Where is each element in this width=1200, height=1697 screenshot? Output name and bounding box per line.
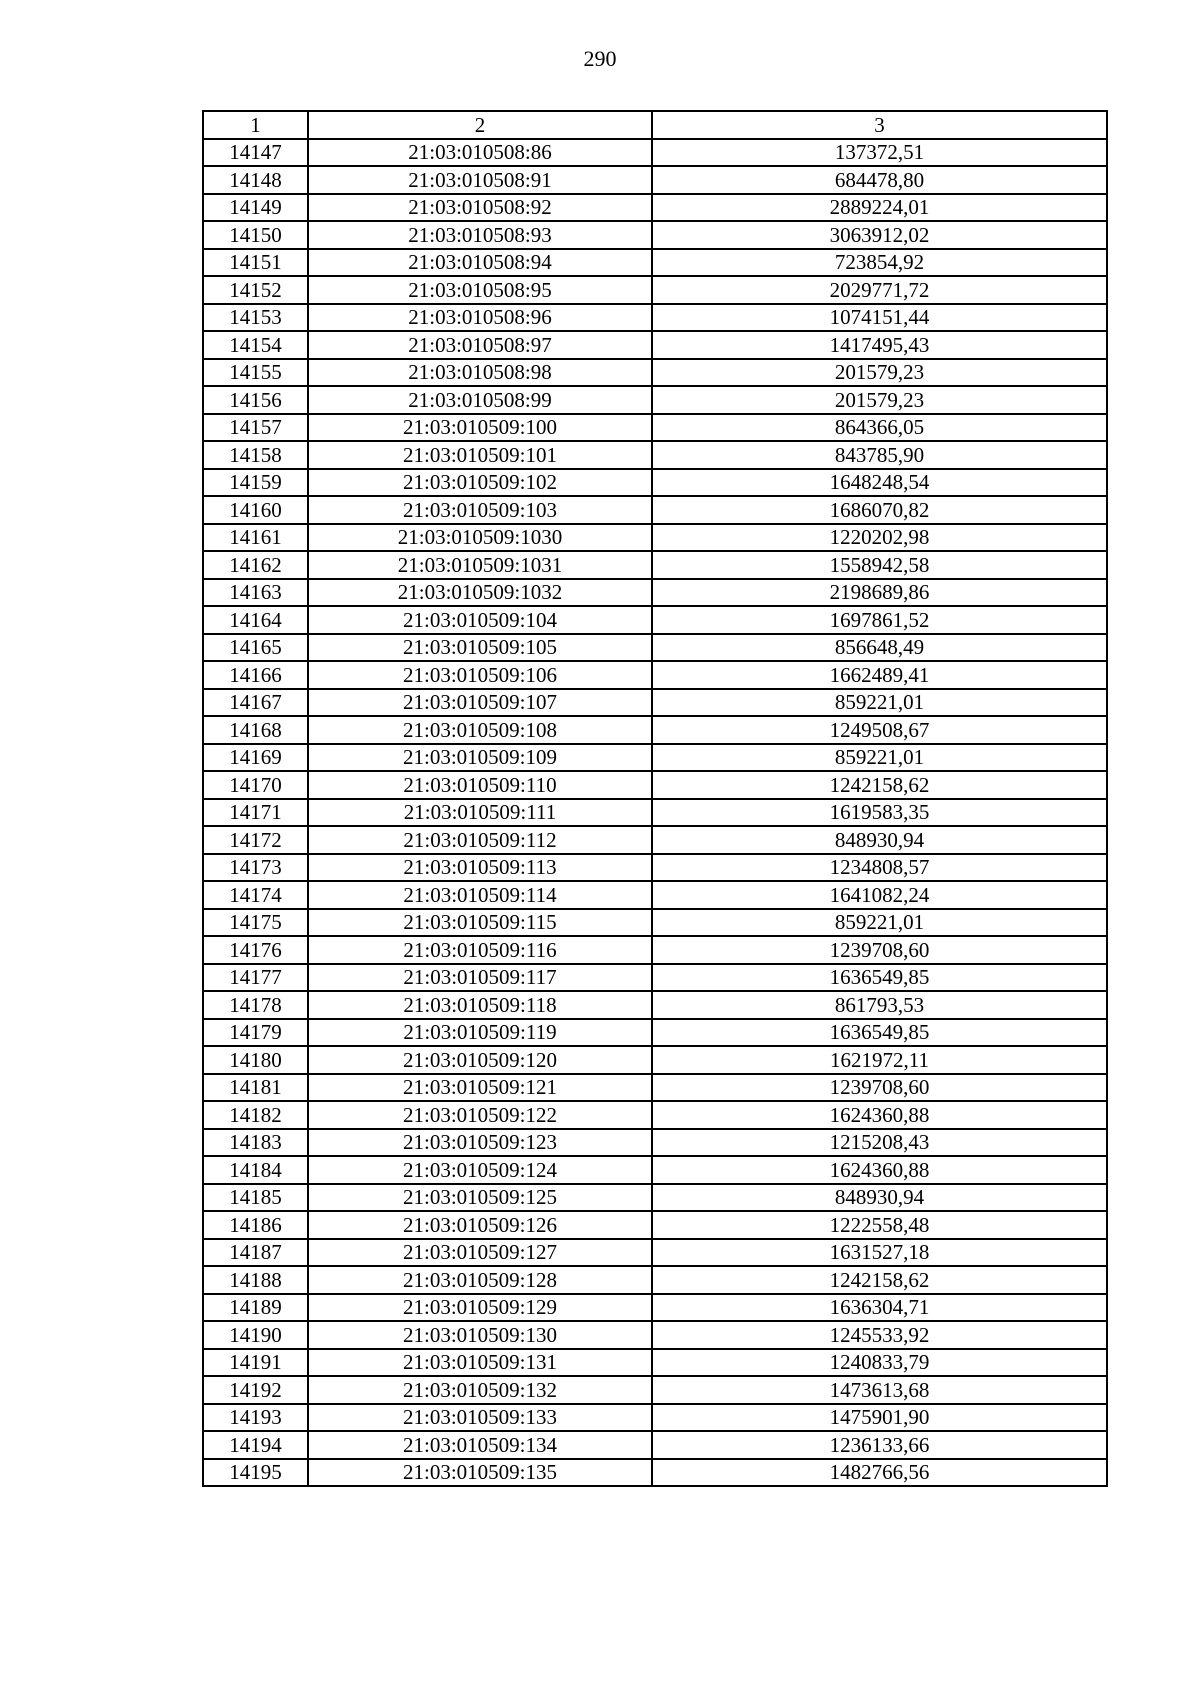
- cadastral-number-cell: 21:03:010508:96: [308, 304, 652, 332]
- table-row: [203, 826, 1107, 854]
- cadastral-number-cell: 21:03:010509:111: [308, 799, 652, 827]
- table-body: [203, 139, 1107, 1487]
- cadastral-number-cell: 21:03:010509:107: [308, 689, 652, 717]
- table-row: [203, 524, 1107, 552]
- table-row: [203, 414, 1107, 442]
- row-number-cell: 14150: [203, 221, 308, 249]
- value-cell: 1245533,92: [652, 1321, 1107, 1349]
- value-cell: 1631527,18: [652, 1239, 1107, 1267]
- row-number-cell: 14170: [203, 771, 308, 799]
- cadastral-number-cell: 21:03:010509:1032: [308, 579, 652, 607]
- value-cell: 859221,01: [652, 689, 1107, 717]
- row-number-cell: 14153: [203, 304, 308, 332]
- value-cell: 1215208,43: [652, 1129, 1107, 1157]
- row-number-cell: 14147: [203, 139, 308, 167]
- table-row: [203, 579, 1107, 607]
- table-row: [203, 771, 1107, 799]
- value-cell: 1697861,52: [652, 606, 1107, 634]
- value-cell: 2198689,86: [652, 579, 1107, 607]
- row-number-cell: 14193: [203, 1404, 308, 1432]
- cadastral-number-cell: 21:03:010509:121: [308, 1074, 652, 1102]
- cadastral-number-cell: 21:03:010508:95: [308, 276, 652, 304]
- row-number-cell: 14155: [203, 359, 308, 387]
- value-cell: 723854,92: [652, 249, 1107, 277]
- cadastral-number-cell: 21:03:010509:112: [308, 826, 652, 854]
- cadastral-number-cell: 21:03:010509:129: [308, 1294, 652, 1322]
- row-number-cell: 14151: [203, 249, 308, 277]
- column-header-2: 2: [308, 111, 652, 139]
- cadastral-number-cell: 21:03:010509:105: [308, 634, 652, 662]
- table-row: [203, 166, 1107, 194]
- table-row: [203, 936, 1107, 964]
- row-number-cell: 14157: [203, 414, 308, 442]
- cadastral-number-cell: 21:03:010509:124: [308, 1156, 652, 1184]
- table-row: [203, 991, 1107, 1019]
- row-number-cell: 14194: [203, 1431, 308, 1459]
- table-row: [203, 359, 1107, 387]
- cadastral-number-cell: 21:03:010509:108: [308, 716, 652, 744]
- cadastral-number-cell: 21:03:010509:123: [308, 1129, 652, 1157]
- row-number-cell: 14195: [203, 1459, 308, 1487]
- row-number-cell: 14183: [203, 1129, 308, 1157]
- row-number-cell: 14185: [203, 1184, 308, 1212]
- value-cell: 848930,94: [652, 1184, 1107, 1212]
- row-number-cell: 14178: [203, 991, 308, 1019]
- table-row: [203, 1321, 1107, 1349]
- table-row: [203, 1211, 1107, 1239]
- table-row: [203, 249, 1107, 277]
- value-cell: 856648,49: [652, 634, 1107, 662]
- row-number-cell: 14159: [203, 469, 308, 497]
- row-number-cell: 14189: [203, 1294, 308, 1322]
- cadastral-number-cell: 21:03:010509:100: [308, 414, 652, 442]
- value-cell: 1624360,88: [652, 1156, 1107, 1184]
- value-cell: 1621972,11: [652, 1046, 1107, 1074]
- table-row: [203, 634, 1107, 662]
- row-number-cell: 14154: [203, 331, 308, 359]
- cadastral-number-cell: 21:03:010508:93: [308, 221, 652, 249]
- value-cell: 843785,90: [652, 441, 1107, 469]
- row-number-cell: 14163: [203, 579, 308, 607]
- row-number-cell: 14158: [203, 441, 308, 469]
- cadastral-number-cell: 21:03:010509:132: [308, 1376, 652, 1404]
- cadastral-number-cell: 21:03:010508:98: [308, 359, 652, 387]
- value-cell: 137372,51: [652, 139, 1107, 167]
- row-number-cell: 14184: [203, 1156, 308, 1184]
- value-cell: 1240833,79: [652, 1349, 1107, 1377]
- cadastral-number-cell: 21:03:010508:86: [308, 139, 652, 167]
- table-row: [203, 1431, 1107, 1459]
- row-number-cell: 14167: [203, 689, 308, 717]
- row-number-cell: 14188: [203, 1266, 308, 1294]
- table-row: [203, 304, 1107, 332]
- table-row: [203, 964, 1107, 992]
- row-number-cell: 14180: [203, 1046, 308, 1074]
- table-row: [203, 139, 1107, 167]
- value-cell: 859221,01: [652, 909, 1107, 937]
- table-row: [203, 716, 1107, 744]
- table-row: [203, 909, 1107, 937]
- table-row: [203, 744, 1107, 772]
- cadastral-number-cell: 21:03:010509:122: [308, 1101, 652, 1129]
- table-row: [203, 1376, 1107, 1404]
- cadastral-number-cell: 21:03:010509:133: [308, 1404, 652, 1432]
- cadastral-number-cell: 21:03:010509:101: [308, 441, 652, 469]
- table-row: [203, 1074, 1107, 1102]
- cadastral-number-cell: 21:03:010509:102: [308, 469, 652, 497]
- row-number-cell: 14187: [203, 1239, 308, 1267]
- value-cell: 1074151,44: [652, 304, 1107, 332]
- column-header-3: 3: [652, 111, 1107, 139]
- cadastral-number-cell: 21:03:010508:99: [308, 386, 652, 414]
- table-row: [203, 1266, 1107, 1294]
- value-cell: 1242158,62: [652, 771, 1107, 799]
- column-header-1: 1: [203, 111, 308, 139]
- table-row: [203, 496, 1107, 524]
- value-cell: 848930,94: [652, 826, 1107, 854]
- row-number-cell: 14169: [203, 744, 308, 772]
- value-cell: 201579,23: [652, 359, 1107, 387]
- value-cell: 1239708,60: [652, 1074, 1107, 1102]
- table-row: [203, 799, 1107, 827]
- row-number-cell: 14156: [203, 386, 308, 414]
- data-table: [202, 110, 1108, 1487]
- cadastral-number-cell: 21:03:010509:115: [308, 909, 652, 937]
- cadastral-number-cell: 21:03:010509:130: [308, 1321, 652, 1349]
- table-row: [203, 661, 1107, 689]
- cadastral-number-cell: 21:03:010508:94: [308, 249, 652, 277]
- row-number-cell: 14160: [203, 496, 308, 524]
- value-cell: 859221,01: [652, 744, 1107, 772]
- table-row: [203, 331, 1107, 359]
- header-row: [203, 111, 1107, 139]
- row-number-cell: 14175: [203, 909, 308, 937]
- cadastral-number-cell: 21:03:010509:106: [308, 661, 652, 689]
- value-cell: 1475901,90: [652, 1404, 1107, 1432]
- cadastral-number-cell: 21:03:010508:92: [308, 194, 652, 222]
- value-cell: 201579,23: [652, 386, 1107, 414]
- table-row: [203, 1101, 1107, 1129]
- cadastral-number-cell: 21:03:010509:126: [308, 1211, 652, 1239]
- table-row: [203, 194, 1107, 222]
- cadastral-number-cell: 21:03:010509:135: [308, 1459, 652, 1487]
- table-row: [203, 1239, 1107, 1267]
- value-cell: 1641082,24: [652, 881, 1107, 909]
- cadastral-number-cell: 21:03:010509:117: [308, 964, 652, 992]
- cadastral-number-cell: 21:03:010509:125: [308, 1184, 652, 1212]
- row-number-cell: 14172: [203, 826, 308, 854]
- value-cell: 1473613,68: [652, 1376, 1107, 1404]
- row-number-cell: 14152: [203, 276, 308, 304]
- table-row: [203, 386, 1107, 414]
- value-cell: 1636304,71: [652, 1294, 1107, 1322]
- value-cell: 1239708,60: [652, 936, 1107, 964]
- cadastral-number-cell: 21:03:010509:1031: [308, 551, 652, 579]
- value-cell: 1417495,43: [652, 331, 1107, 359]
- row-number-cell: 14192: [203, 1376, 308, 1404]
- table-row: [203, 1156, 1107, 1184]
- row-number-cell: 14181: [203, 1074, 308, 1102]
- cadastral-number-cell: 21:03:010509:1030: [308, 524, 652, 552]
- row-number-cell: 14190: [203, 1321, 308, 1349]
- value-cell: 1242158,62: [652, 1266, 1107, 1294]
- row-number-cell: 14166: [203, 661, 308, 689]
- cadastral-number-cell: 21:03:010509:120: [308, 1046, 652, 1074]
- value-cell: 1236133,66: [652, 1431, 1107, 1459]
- table-row: [203, 854, 1107, 882]
- cadastral-number-cell: 21:03:010509:104: [308, 606, 652, 634]
- table-row: [203, 1046, 1107, 1074]
- value-cell: 1686070,82: [652, 496, 1107, 524]
- row-number-cell: 14174: [203, 881, 308, 909]
- value-cell: 1234808,57: [652, 854, 1107, 882]
- row-number-cell: 14164: [203, 606, 308, 634]
- cadastral-number-cell: 21:03:010509:116: [308, 936, 652, 964]
- table-row: [203, 276, 1107, 304]
- value-cell: 684478,80: [652, 166, 1107, 194]
- row-number-cell: 14177: [203, 964, 308, 992]
- table-row: [203, 1404, 1107, 1432]
- cadastral-number-cell: 21:03:010509:134: [308, 1431, 652, 1459]
- cadastral-number-cell: 21:03:010509:118: [308, 991, 652, 1019]
- cadastral-number-cell: 21:03:010509:110: [308, 771, 652, 799]
- row-number-cell: 14173: [203, 854, 308, 882]
- row-number-cell: 14161: [203, 524, 308, 552]
- value-cell: 3063912,02: [652, 221, 1107, 249]
- table-row: [203, 1349, 1107, 1377]
- table-row: [203, 1459, 1107, 1487]
- table-row: [203, 469, 1107, 497]
- value-cell: 861793,53: [652, 991, 1107, 1019]
- cadastral-number-cell: 21:03:010509:127: [308, 1239, 652, 1267]
- cadastral-number-cell: 21:03:010509:128: [308, 1266, 652, 1294]
- table-row: [203, 689, 1107, 717]
- table-header: [203, 111, 1107, 139]
- value-cell: 1619583,35: [652, 799, 1107, 827]
- row-number-cell: 14149: [203, 194, 308, 222]
- value-cell: 1222558,48: [652, 1211, 1107, 1239]
- cadastral-number-cell: 21:03:010509:131: [308, 1349, 652, 1377]
- table-row: [203, 1184, 1107, 1212]
- row-number-cell: 14165: [203, 634, 308, 662]
- row-number-cell: 14176: [203, 936, 308, 964]
- row-number-cell: 14171: [203, 799, 308, 827]
- row-number-cell: 14179: [203, 1019, 308, 1047]
- row-number-cell: 14191: [203, 1349, 308, 1377]
- table-row: [203, 1129, 1107, 1157]
- table-row: [203, 1019, 1107, 1047]
- value-cell: 1648248,54: [652, 469, 1107, 497]
- cadastral-number-cell: 21:03:010509:109: [308, 744, 652, 772]
- cadastral-number-cell: 21:03:010509:103: [308, 496, 652, 524]
- value-cell: 2889224,01: [652, 194, 1107, 222]
- cadastral-number-cell: 21:03:010509:114: [308, 881, 652, 909]
- value-cell: 1662489,41: [652, 661, 1107, 689]
- value-cell: 1624360,88: [652, 1101, 1107, 1129]
- value-cell: 1636549,85: [652, 1019, 1107, 1047]
- table-row: [203, 221, 1107, 249]
- cadastral-number-cell: 21:03:010509:113: [308, 854, 652, 882]
- table-row: [203, 881, 1107, 909]
- cadastral-number-cell: 21:03:010509:119: [308, 1019, 652, 1047]
- cadastral-number-cell: 21:03:010508:97: [308, 331, 652, 359]
- value-cell: 1249508,67: [652, 716, 1107, 744]
- row-number-cell: 14168: [203, 716, 308, 744]
- value-cell: 864366,05: [652, 414, 1107, 442]
- cadastral-number-cell: 21:03:010508:91: [308, 166, 652, 194]
- value-cell: 1558942,58: [652, 551, 1107, 579]
- table-row: [203, 606, 1107, 634]
- value-cell: 1220202,98: [652, 524, 1107, 552]
- table-row: [203, 551, 1107, 579]
- row-number-cell: 14182: [203, 1101, 308, 1129]
- row-number-cell: 14148: [203, 166, 308, 194]
- value-cell: 1482766,56: [652, 1459, 1107, 1487]
- table-row: [203, 1294, 1107, 1322]
- table-row: [203, 441, 1107, 469]
- value-cell: 2029771,72: [652, 276, 1107, 304]
- row-number-cell: 14162: [203, 551, 308, 579]
- row-number-cell: 14186: [203, 1211, 308, 1239]
- page-number: 290: [583, 46, 617, 71]
- value-cell: 1636549,85: [652, 964, 1107, 992]
